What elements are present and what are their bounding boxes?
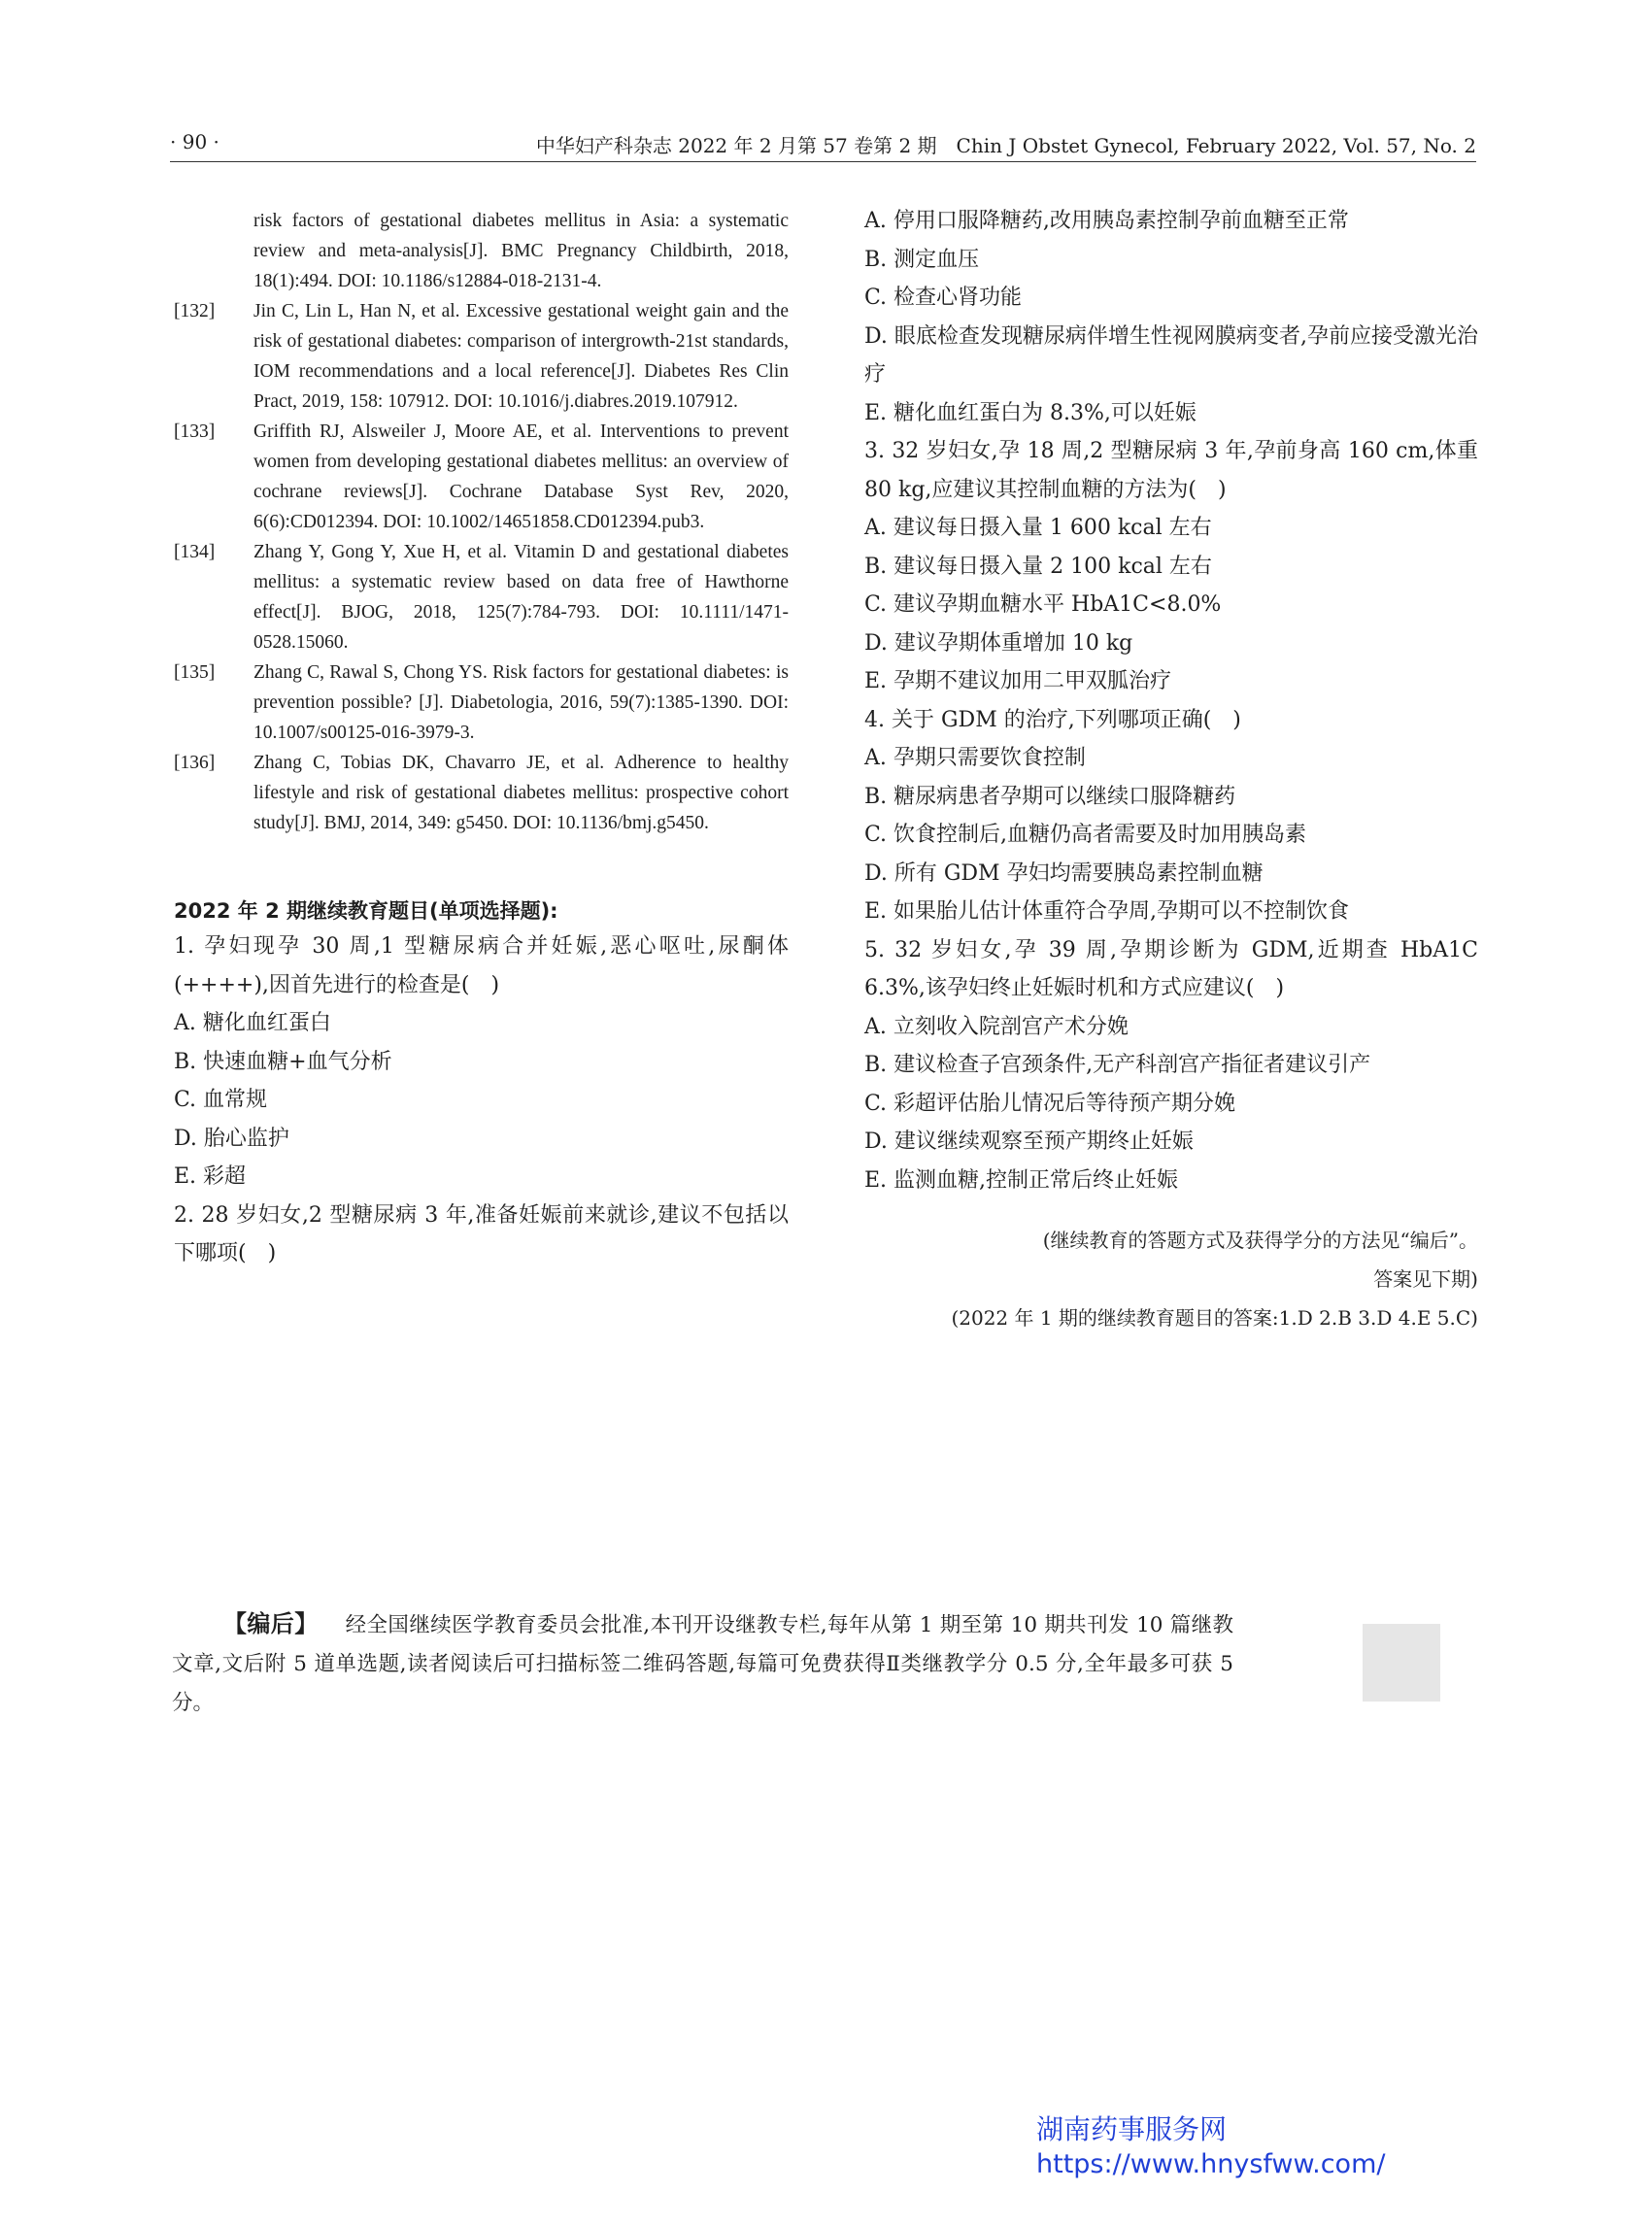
watermark-name: 湖南药事服务网: [1036, 2113, 1228, 2145]
answer-option: C. 建议孕期血糖水平 HbA1C<8.0%: [864, 592, 1222, 617]
answer-option: D. 眼底检查发现糖尿病伴增生性视网膜病变者,孕前应接受激光治疗: [864, 323, 1478, 387]
page-number: · 90 ·: [170, 130, 219, 153]
reference-item: [132] Jin C, Lin L, Han N, et al. Excessive gestational weight gain and the risk of gestational diabetes: comparison of intergrowth-21st standards, IOM recommendations and a local reference[J]. Diabetes Res Clin Pract, 2019, 158: 107912. DOI: 10.1016/j.diabres.2019.107912.: [174, 301, 789, 412]
question-2-options: [864, 202, 1478, 432]
editor-note-text: 经全国继续医学教育委员会批准,本刊开设继教专栏,每年从第 1 期至第 10 期共刊发 10 篇继教文章,文后附 5 道单选题,读者阅读后可扫描标签二维码答题,每篇可免费获得Ⅱ类继教学分 0.5 分,全年最多可获 5 分。: [172, 1613, 1234, 1715]
answer-option: C. 饮食控制后,血糖仍高者需要及时加用胰岛素: [864, 823, 1307, 847]
watermark-url[interactable]: https://www.hnysfww.com/: [1036, 2149, 1386, 2179]
answer-option: D. 胎心监护: [174, 1126, 289, 1151]
answer-option: B. 建议检查子宫颈条件,无产科剖宫产指征者建议引产: [864, 1053, 1371, 1077]
answer-option: C. 彩超评估胎儿情况后等待预产期分娩: [864, 1091, 1236, 1116]
answer-option: C. 血常规: [174, 1088, 268, 1112]
answer-option: E. 如果胎儿估计体重符合孕周,孕期可以不控制饮食: [864, 899, 1350, 924]
qr-code-placeholder: [1363, 1624, 1440, 1702]
reference-item: risk factors of gestational diabetes mellitus in Asia: a systematic review and meta-analysis[J]. BMC Pregnancy Childbirth, 2018, 18(1):494. DOI: 10.1186/s12884-018-2131-4.: [253, 211, 789, 291]
question-stem: 3. 32 岁妇女,孕 18 周,2 型糖尿病 3 年,孕前身高 160 cm,体重 80 kg,应建议其控制血糖的方法为( ): [864, 439, 1478, 502]
answer-option: E. 彩超: [174, 1164, 247, 1189]
question-5: [864, 931, 1478, 1200]
reference-item: [136] Zhang C, Tobias DK, Chavarro JE, et al. Adherence to healthy lifestyle and risk of gestational diabetes mellitus: prospective cohort study[J]. BMJ, 2014, 349: g5450. DOI: 10.1136/bmj.g5450.: [174, 753, 789, 833]
answer-option: D. 建议孕期体重增加 10 kg: [864, 630, 1133, 656]
quiz-note-answer: 答案见下期): [1373, 1267, 1478, 1291]
question-3: [864, 432, 1478, 701]
reference-item: [134] Zhang Y, Gong Y, Xue H, et al. Vitamin D and gestational diabetes mellitus: a systematic review based on data free of Hawthorne effect[J]. BJOG, 2018, 125(7):784-793. DOI: 10.1111/1471-0528.15060.: [174, 542, 789, 653]
reference-item: [133] Griffith RJ, Alsweiler J, Moore AE, et al. Interventions to prevent women from developing gestational diabetes mellitus: an overview of cochrane reviews[J]. Cochrane Database Syst Rev, 2020, 6(6):CD012394. DOI: 10.1002/14651858.CD012394.pub3.: [174, 421, 789, 532]
reference-item: [135] Zhang C, Rawal S, Chong YS. Risk factors for gestational diabetes: is prevention possible? [J]. Diabetologia, 2016, 59(7):1385-1390. DOI: 10.1007/s00125-016-3979-3.: [174, 662, 789, 743]
question-stem: 4. 关于 GDM 的治疗,下列哪项正确( ): [864, 707, 1241, 732]
answer-option: E. 监测血糖,控制正常后终止妊娠: [864, 1167, 1179, 1193]
answer-option: A. 孕期只需要饮食控制: [864, 746, 1086, 770]
question-1: [174, 927, 789, 1197]
answer-option: A. 立刻收入院剖宫产术分娩: [864, 1014, 1129, 1039]
question-stem: 5. 32 岁妇女,孕 39 周,孕期诊断为 GDM,近期查 HbA1C 6.3%,该孕妇终止妊娠时机和方式应建议( ): [864, 937, 1478, 1000]
journal-citation: 中华妇产科杂志 2022 年 2 月第 57 卷第 2 期 Chin J Obstet Gynecol, February 2022, Vol. 57, No. 2: [535, 134, 1476, 157]
answer-option: D. 建议继续观察至预产期终止妊娠: [864, 1129, 1194, 1154]
editor-note: [172, 1604, 1233, 1723]
answer-option: D. 所有 GDM 孕妇均需要胰岛素控制血糖: [864, 860, 1264, 886]
previous-answers: (2022 年 1 期的继续教育题目的答案:1.D 2.B 3.D 4.E 5.C): [951, 1306, 1478, 1330]
running-header: [170, 130, 1476, 162]
watermark: [1036, 2112, 1385, 2182]
answer-option: A. 停用口服降糖药,改用胰岛素控制孕前血糖至正常: [864, 209, 1349, 233]
left-column: [174, 206, 789, 1273]
question-stem: 2. 28 岁妇女,2 型糖尿病 3 年,准备妊娠前来就诊,建议不包括以下哪项( ): [174, 1202, 789, 1265]
quiz-note: (继续教育的答题方式及获得学分的方法见“编后”。: [1042, 1229, 1478, 1252]
question-4: [864, 701, 1478, 931]
question-stem: 1. 孕妇现孕 30 周,1 型糖尿病合并妊娠,恶心呕吐,尿酮体(++++),因首先进行的检查是( ): [174, 934, 789, 997]
answer-option: B. 建议每日摄入量 2 100 kcal 左右: [864, 554, 1212, 579]
quiz-title: 2022 年 2 期继续教育题目(单项选择题):: [174, 899, 558, 923]
right-column: [864, 202, 1478, 1337]
answer-option: C. 检查心肾功能: [864, 286, 1023, 310]
editor-note-title: 【编后】: [223, 1610, 319, 1637]
answer-option: B. 糖尿病患者孕期可以继续口服降糖药: [864, 784, 1236, 809]
answer-option: E. 糖化血红蛋白为 8.3%,可以妊娠: [864, 400, 1197, 425]
answer-option: A. 糖化血红蛋白: [174, 1011, 331, 1035]
answer-option: E. 孕期不建议加用二甲双胍治疗: [864, 669, 1172, 693]
reference-list: [174, 206, 789, 838]
answer-option: B. 快速血糖+血气分析: [174, 1049, 392, 1074]
question-2-stem: [174, 1197, 789, 1273]
answer-option: A. 建议每日摄入量 1 600 kcal 左右: [864, 516, 1212, 540]
answer-option: B. 测定血压: [864, 247, 980, 272]
